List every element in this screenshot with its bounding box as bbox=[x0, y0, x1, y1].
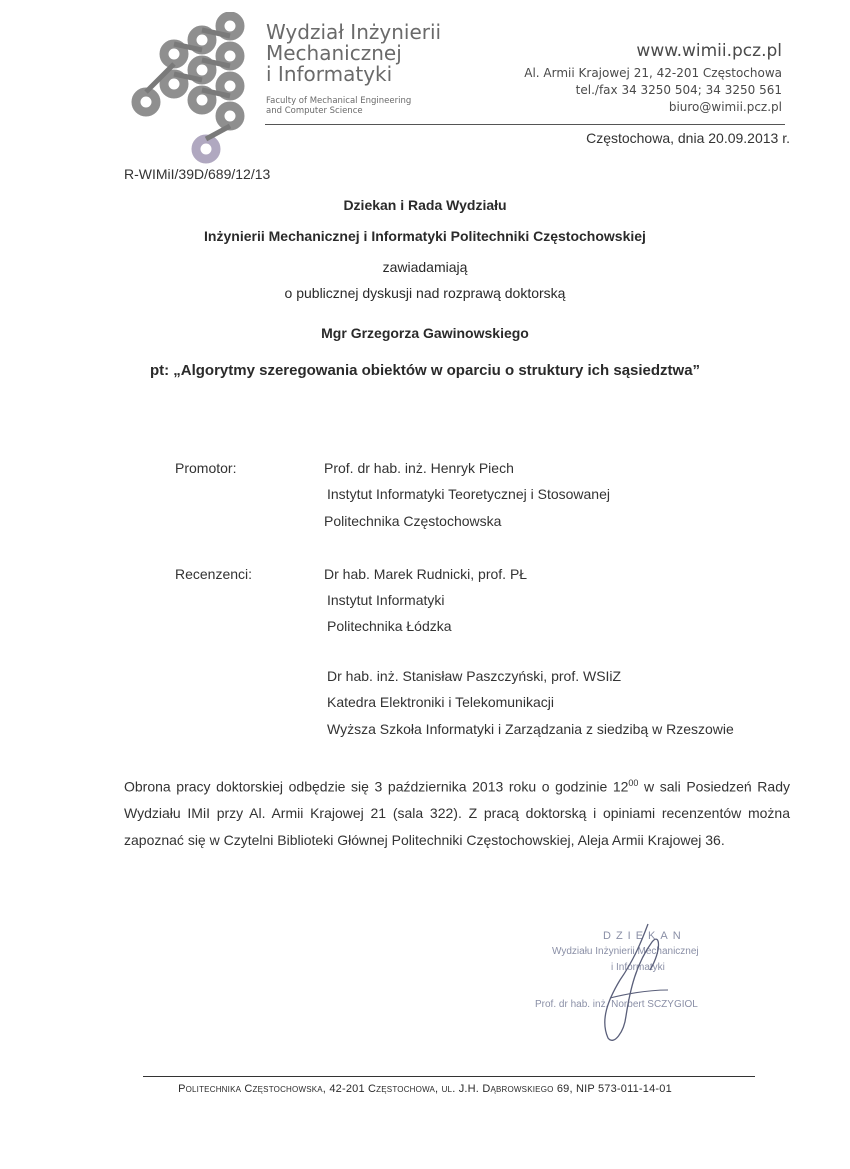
promotor-institute: Instytut Informatyki Teoretycznej i Stosowanej bbox=[327, 486, 610, 502]
website-link[interactable]: www.wimii.pcz.pl bbox=[636, 41, 782, 61]
announcement-subject: o publicznej dyskusji nad rozprawą doktorską bbox=[284, 285, 566, 301]
header-divider bbox=[265, 124, 785, 125]
reviewer-1-university: Politechnika Łódzka bbox=[327, 618, 452, 634]
faculty-name-line-2: Mechanicznej bbox=[266, 41, 402, 65]
faculty-logo bbox=[124, 12, 264, 167]
handwritten-signature bbox=[590, 920, 680, 1050]
announcer-line-2: Inżynierii Mechanicznej i Informatyki Politechniki Częstochowskiej bbox=[204, 228, 646, 244]
dissertation-title: pt: „Algorytmy szeregowania obiektów w oparciu o struktury ich sąsiedztwa” bbox=[149, 362, 701, 379]
promotor-university: Politechnika Częstochowska bbox=[324, 513, 502, 529]
reviewer-2-department: Katedra Elektroniki i Telekomunikacji bbox=[327, 694, 554, 710]
candidate-name: Mgr Grzegorza Gawinowskiego bbox=[321, 325, 529, 341]
stamp-title: DZIEKAN bbox=[603, 930, 686, 942]
stamp-signatory: Prof. dr hab. inż. Norbert SCZYGIOL bbox=[535, 999, 698, 1010]
stamp-line-1: Wydziału Inżynierii Mechanicznej bbox=[552, 946, 699, 957]
stamp-line-2: i Informatyki bbox=[611, 962, 665, 973]
footer-text: Politechnika Częstochowska, 42-201 Częstochowa, ul. J.H. Dąbrowskiego 69, NIP 573-011-14-01 bbox=[178, 1083, 672, 1095]
footer-divider bbox=[143, 1076, 755, 1077]
announcement-verb: zawiadamiają bbox=[382, 259, 468, 275]
faculty-name-line-3: i Informatyki bbox=[266, 62, 393, 86]
address-text: Al. Armii Krajowej 21, 42-201 Częstochowa bbox=[524, 66, 782, 80]
reference-number: R-WIMiI/39D/689/12/13 bbox=[124, 166, 271, 182]
reviewer-2-name: Dr hab. inż. Stanisław Paszczyński, prof. WSIiZ bbox=[327, 668, 622, 684]
document-date: Częstochowa, dnia 20.09.2013 r. bbox=[586, 130, 790, 146]
faculty-name-en-line-1: Faculty of Mechanical Engineering bbox=[266, 96, 412, 106]
defense-details-paragraph bbox=[124, 770, 790, 853]
reviewer-1-institute: Instytut Informatyki bbox=[327, 592, 445, 608]
paragraph-part-1: Obrona pracy doktorskiej odbędzie się 3 października 2013 roku o godzinie 12 bbox=[124, 778, 629, 795]
paragraph-part-2: w sali Posiedzeń Rady Wydziału IMiI przy Al. Armii Krajowej 21 (sala 322). Z pracą doktorską i opiniami recenzentów można zapoznać się w Czytelni Biblioteki Głównej Politechniki Częstochowskiej, Aleja Armii Krajowej 36. bbox=[124, 778, 790, 848]
faculty-name-line-1: Wydział Inżynierii bbox=[266, 20, 442, 44]
time-minutes-superscript: 00 bbox=[628, 778, 639, 788]
phone-text: tel./fax 34 3250 504; 34 3250 561 bbox=[575, 83, 782, 97]
contact-block bbox=[524, 40, 782, 116]
footer-address bbox=[0, 1083, 850, 1095]
reviewer-2-university: Wyższa Szkoła Informatyki i Zarządzania z siedzibą w Rzeszowie bbox=[327, 721, 734, 737]
reviewers-label: Recenzenci: bbox=[175, 566, 253, 582]
announcer-line-1: Dziekan i Rada Wydziału bbox=[343, 197, 507, 213]
promotor-name: Prof. dr hab. inż. Henryk Piech bbox=[324, 460, 514, 476]
faculty-name-en bbox=[266, 96, 411, 116]
email-link[interactable]: biuro@wimii.pcz.pl bbox=[668, 100, 782, 114]
promotor-label: Promotor: bbox=[175, 460, 237, 476]
faculty-name-en-line-2: and Computer Science bbox=[266, 106, 363, 116]
faculty-name-pl bbox=[266, 22, 441, 85]
reviewer-1-name: Dr hab. Marek Rudnicki, prof. PŁ bbox=[324, 566, 528, 582]
